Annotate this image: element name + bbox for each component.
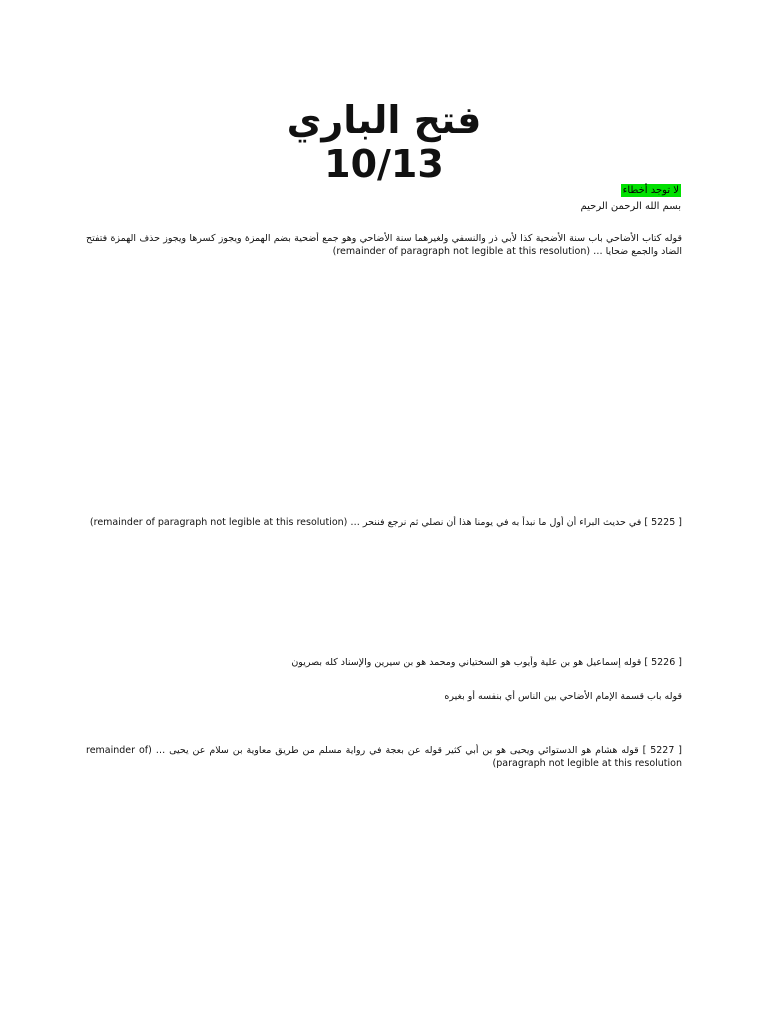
basmala-line: بسم الله الرحمن الرحيم (580, 201, 681, 212)
title-line-1: فتح الباري (286, 98, 482, 142)
document-title (0, 98, 768, 186)
paragraph-2: [ 5225 ] في حديث البراء أن أول ما نبدأ به في يومنا هذا أن نصلي ثم نرجع فننحر … (remainder of paragraph not legible at this resolution) (89, 517, 682, 528)
title-line-2: 10/13 (324, 142, 444, 186)
status-badge: لا توجد أخطاء (622, 185, 679, 196)
paragraph-1: قوله كتاب الأضاحي باب سنة الأضحية كذا لأبي ذر والنسفي ولغيرهما سنة الأضاحي وهو جمع أضحية بضم الهمزة ويجوز كسرها ويجوز حذف الهمزة فتفتح الضاد والجمع ضحايا … (remainder of paragraph not legible at this resolution) (86, 233, 682, 258)
paragraph-5: [ 5227 ] قوله هشام هو الدستوائي ويحيى هو بن أبي كثير قوله عن بعجة في رواية مسلم من طريق معاوية بن سلام عن يحيى … (remainder of paragraph not legible at this resolution) (86, 745, 682, 770)
paragraph-3: [ 5226 ] قوله إسماعيل هو بن علية وأيوب هو السختياني ومحمد هو بن سيرين والإسناد كله بصريون (291, 657, 682, 668)
paragraph-4: قوله باب قسمة الإمام الأضاحي بين الناس أي بنفسه أو بغيره (444, 691, 682, 702)
